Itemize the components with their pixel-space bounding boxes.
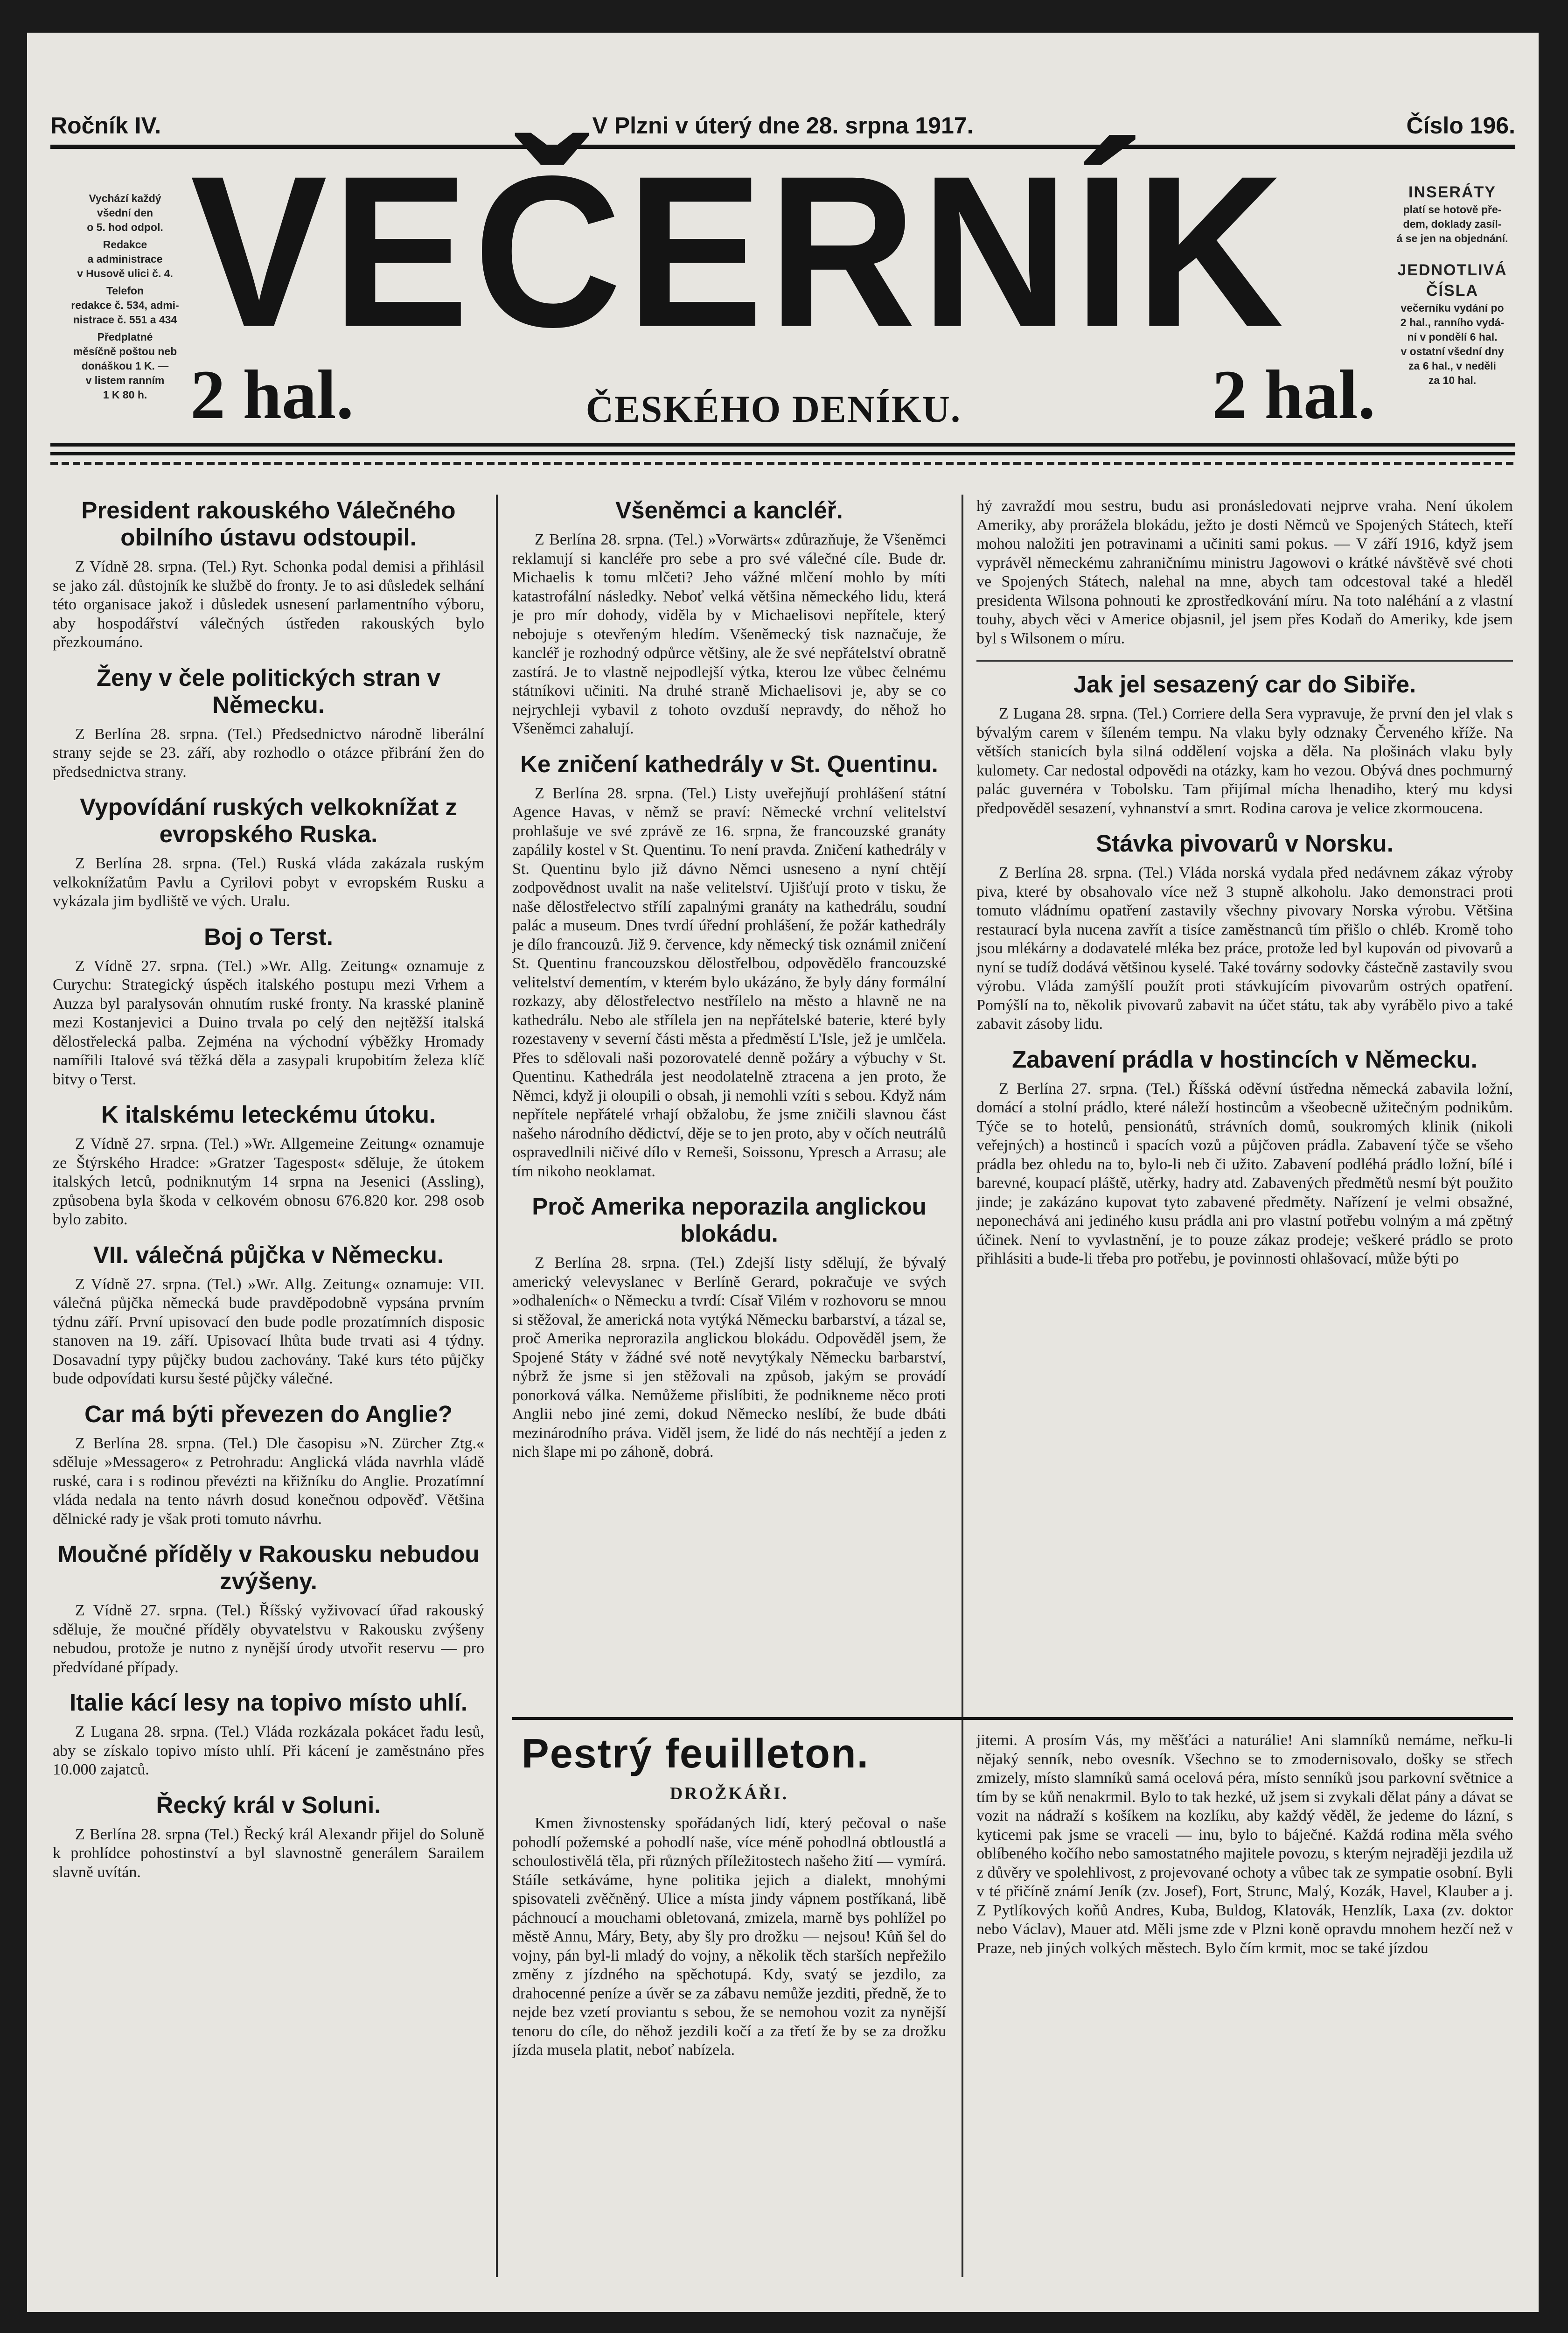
article-text: Z Vídně 27. srpna. (Tel.) »Wr. Allgemeine Zeitung« oznamuje ze Štýrského Hradce: »Gratzer Tagespost« sděluje, že útokem italských letců, podniknutým 14 srpna na Jesenici (Assling), způsobena byla škoda v celkovém obnosu 676.820 kor. 298 osob bylo zabito. bbox=[53, 1135, 484, 1228]
article-headline: Ženy v čele politických stran v Německu. bbox=[97, 664, 440, 718]
info-line: večerníku vydání po bbox=[1401, 302, 1504, 314]
article-headline: VII. válečná půjčka v Německu. bbox=[93, 1241, 444, 1268]
article-text: Z Berlína 28. srpna. (Tel.) Vláda norská vydala před nedávnem zákaz výroby piva, které by obsahovalo více než 3 stupně alkoholu. Jako demonstraci proti tomuto vládnímu opatření zastavily všechny pivovary Norska výrobu. Většina restaurací byla nucena zavřít a tisíce zaměstnanců tím přišlo o chléb. Kromě toho jsou mlékárny a dodavatelé mléka bez práce, protože led byl kupován od pivovarů a nyní se tudíž dodává většinou kyselé. Také továrny sodovky částečně zastavily svou výrobu. Vláda zamýšlí použít proti stávkujícím pivovarům ostrých opatření. Pomýšlí na to, několik pivovarů zabavit na účet státu, tak aby vyrábělo pivo a také zabavit zásoby lidu. bbox=[976, 864, 1513, 1033]
info-line: Telefon bbox=[106, 285, 144, 297]
info-line: redakce č. 534, admi- bbox=[71, 299, 179, 311]
column-divider bbox=[962, 495, 963, 2277]
info-line: za 6 hal., v neděli bbox=[1408, 360, 1496, 372]
column-3 bbox=[976, 497, 1513, 1281]
article bbox=[53, 1242, 484, 1389]
feuilleton-text: Kmen živnostensky spořádaných lidí, který pečoval o naše pohodlí požemské a pohodlí naše, více méně pohodlná obtloustlá a schoulostivělá těla, při různých příležitostech našeho žití — vymírá. Stáíle setkáváme, hyne politika jejich a dialekt, mnohými spisovateli zvěčněný. Ulice a místa jindy vápnem postříkaná, libě páchnoucí a mouchami obletovaná, zmizela, marně bys pohlížel po městě Annu, Máry, Bety, aby šly pro drožku — nejsou! Kůň šel do vojny, pán byl-li mladý do vojny, a několik těch starších nepřežilo změny z jízdného na spěchotupá. Kdy, svatý se jezdilo, za drahocenné peníze a úvěr se za zábavu nemůže jezditi, předně, že to nejde bez vzetí proviantu s sebou, že se nemohou vozit za nynější tenoru do cíle, do něhož jezdili kočí a za třetí že by se za drožku jízda musela platit, neboť nabízela. bbox=[512, 1815, 946, 2059]
price-right: 2 hal. bbox=[1212, 356, 1375, 433]
single-copies-heading: JEDNOTLIVÁ ČÍSLA bbox=[1397, 261, 1507, 300]
article bbox=[976, 671, 1513, 818]
article-text: Z Berlína 28. srpna. (Tel.) Zdejší listy sdělují, že bývalý americký velevyslanec v Berlíně Gerard, pokračuje ve svých »odhaleních« o Německu a tvrdí: Císař Vilém v rozhovoru se mnou si stěžoval, že americká nota vytýká Německu barbarství, a tázal se, proč Amerika neprorazila anglickou blokádu. Odpověděl jsem, že Spojené Státy v žádné své notě nevytýkaly Německu barbarství, nýbrž že jsme si jen stěžovali na způsob, jakým se provádí ponorková válka. Nemůžeme přislíbiti, že podnikneme něco proti Anglii nebo jiné zemi, dokud Německo neslíbí, že bude dbáti mezinárodního práva. Viděl jsem, že lidé do nás nechtějí a jeden z nich šlape mi po záhoně, dobrá. bbox=[512, 1254, 946, 1460]
issue-number: Číslo 196. bbox=[1406, 112, 1515, 139]
feuilleton-subheading: DROŽKÁŘI. bbox=[669, 1784, 789, 1803]
article-text: Z Vídně 28. srpna. (Tel.) Ryt. Schonka podal demisi a přihlásil se jako zál. důstojník ke službě do fronty. Je to asi důsledek selhání této organisace jakož i důsledek usnesení parlamentního výboru, aby hospodářství válečných ústředen rakouských bylo přezkoumáno. bbox=[53, 558, 484, 651]
article-headline: Jak jel sesazený car do Sibiře. bbox=[1073, 671, 1416, 698]
article-headline: Všeněmci a kancléř. bbox=[615, 497, 843, 524]
article-text: Z Vídně 27. srpna. (Tel.) »Wr. Allg. Zeitung« oznamuje: VII. válečná půjčka německá bude pravděpodobně vypsána prvním týdnu září. První upisovací den bude podle prozatímních disposic stanoven na 19. září. Upisovací lhůta bude trvati asi 4 týdny. Dosavadní typy půjčky budou zachovány. Také kurs této půjčky bude odpovídati kursu šesté půjčky válečné. bbox=[53, 1275, 484, 1387]
article bbox=[512, 497, 946, 739]
article bbox=[512, 1193, 946, 1462]
info-line: platí se hotově pře- bbox=[1403, 203, 1502, 216]
article-headline: Ke zničení kathedrály v St. Quentinu. bbox=[520, 750, 938, 777]
info-line: za 10 hal. bbox=[1428, 374, 1477, 386]
article bbox=[53, 664, 484, 782]
article bbox=[976, 830, 1513, 1034]
price-left: 2 hal. bbox=[190, 356, 354, 433]
date-line: V Plzni v úterý dne 28. srpna 1917. bbox=[592, 112, 974, 139]
article-headline: Car má býti převezen do Anglie? bbox=[84, 1400, 453, 1427]
article-headline: President rakouského Válečného obilního ústavu odstoupil. bbox=[81, 497, 456, 551]
article-continuation bbox=[976, 497, 1513, 648]
info-line: Předplatné bbox=[97, 331, 153, 343]
article-text: Z Lugana 28. srpna. (Tel.) Vláda rozkázala pokácet řadu lesů, aby se získalo topivo místo uhlí. Při kácení je zaměstnáno přes 10.000 zajatců. bbox=[53, 1723, 484, 1778]
article-text: hý zavraždí mou sestru, budu asi pronásledovati nejprve vraha. Není úkolem Ameriky, aby prorážela blokádu, ježto je dosti Němců ve Spojených Státech, kteří mohou naložiti jen potravinami a učiniti sami pokus. — V září 1916, když jsem vyprávěl německému zahraničnímu ministru Jagowovi o krátké návštěvě své choti ve Spojených Státech, nalehal na mne, abych tam odcestoval také a hleděl presidenta Wilsona pohnouti ke zprostředkování míru. Na toto naléhání a z vlastní touhy, abych věci v Americe objasnil, jel jsem přes Kodaň do Ameriky, kde jsem byl s Wilsonem o míru. bbox=[976, 497, 1513, 647]
article-headline: Vypovídání ruských velkoknížat z evropského Ruska. bbox=[80, 794, 457, 847]
article bbox=[53, 794, 484, 911]
article bbox=[512, 751, 946, 1181]
article bbox=[53, 1401, 484, 1529]
publication-info-box bbox=[55, 191, 195, 402]
info-line: všední den bbox=[97, 207, 153, 219]
article-text: Z Berlína 28. srpna. (Tel.) Předsednictvo národně liberální strany sejde se 23. září, aby rozhodlo o otázce přibrání žen do předsednictva strany. bbox=[53, 725, 484, 781]
article bbox=[976, 1046, 1513, 1269]
article-headline: Stávka pivovarů v Norsku. bbox=[1096, 830, 1394, 857]
article bbox=[53, 923, 484, 1090]
info-line: á se jen na objednání. bbox=[1396, 232, 1508, 244]
article bbox=[53, 497, 484, 652]
feuilleton-rule bbox=[512, 1717, 1513, 1720]
column-2 bbox=[512, 497, 946, 1474]
info-line: měsíčně poštou neb bbox=[73, 345, 177, 357]
article-divider bbox=[976, 660, 1513, 662]
info-line: v ostatní všední dny bbox=[1401, 345, 1504, 357]
info-line: Redakce bbox=[103, 238, 147, 251]
volume-label: Ročník IV. bbox=[50, 112, 161, 139]
article-text: Z Vídně 27. srpna. (Tel.) Říšský vyživovací úřad rakouský sděluje, že moučné příděly obyvatelstvu v Rakousku zvýšeny nebudou, protože je nutno z nynější úrody utvořit reservu — pro předvídané případy. bbox=[53, 1602, 484, 1676]
column-divider bbox=[496, 495, 498, 2277]
feuilleton bbox=[512, 1731, 946, 2060]
info-line: ní v pondělí 6 hal. bbox=[1407, 331, 1498, 343]
info-line: Vychází každý bbox=[89, 192, 161, 204]
article-headline: Italie kácí lesy na topivo místo uhlí. bbox=[69, 1689, 468, 1716]
article-text: Z Berlína 27. srpna. (Tel.) Říšská oděvní ústředna německá zabavila ložní, domácí a stolní prádlo, které náleží hostincům a všeobecně užitečným podnikům. Týče se to hotelů, pensionátů, strávních domů, soukromých klinik (nikoli veřejných) a hostinců i spacích vozů a půjčoven prádla. Zabavení týče se všeho prádla bez ohledu na to, bylo-li neb či užito. Zabavení podléhá prádlo ložní, bílé i barevné, koupací pláště, utěrky, hadry atd. Zabavených předmětů nesmí být použito jinde; je zakázáno kupovat tyto zabavené předměty. Nařízení je velmi obsažné, neponechává ani jediného kusu prádla ani pro vlastní potřebu volným a má zpětný účinek. Není to vyvlastnění, je to pouze zákaz prodeje; veškeré prádlo se proto přihlásiti a bude-li třeba pro potřebu, je povinnosti ohlašovací, může býti po bbox=[976, 1080, 1513, 1267]
info-line: donáškou 1 K. — bbox=[81, 360, 169, 372]
advertising-info-box bbox=[1385, 182, 1520, 388]
article-text: Z Berlína 28. srpna (Tel.) Řecký král Alexandr přijel do Soluně k prohlídce pohostinství a byl slavnostně generálem Sarailem slavně uvítán. bbox=[53, 1825, 484, 1881]
article-headline: Proč Amerika neporazila anglickou blokádu. bbox=[532, 1193, 927, 1247]
feuilleton-continuation bbox=[976, 1731, 1513, 1958]
info-line: o 5. hod odpol. bbox=[87, 221, 163, 233]
article bbox=[53, 1101, 484, 1229]
info-line: 1 K 80 h. bbox=[103, 389, 147, 401]
masthead-dash-rule bbox=[50, 462, 1515, 465]
masthead-rule bbox=[50, 443, 1515, 455]
info-line: a administrace bbox=[87, 253, 163, 265]
masthead-subtitle: ČESKÉHO DENÍKU. bbox=[585, 388, 962, 430]
article-text: Z Berlína 28. srpna. (Tel.) Listy uveřejňují prohlášení státní Agence Havas, v němž se praví: Německé vrchní velitelství prohlašuje ve své zprávě ze 16. srpna, že francouzské granáty zapálily kostel v St. Quentinu. To není pravda. Zničení kathedrály v St. Quentinu bylo již dávno Němci usneseno a nyní chtějí zodpovědnost uvalit na naše velitelství. Ujišťují proto v tisku, že naše dělostřelectvo střílí zapalnými granáty na kathedrálu, soudní palác a museum. Dnes tvrdí úřední prohlášení, že požár kathedrály je dílo francouzů. Již 9. července, kdy německý tisk oznámil zničení St. Quentinu francouzskou dělostřelbou, odpovědělo francouzské velitelství dementím, v kterém bylo ukázáno, že byly dány formální rozkazy, aby dělostřelectvo nestřílelo na město a hlavně ne na kathedrálu. Nebo ale střílela jen na nepřátelské baterie, které byly rozestaveny v severní části města a předměstí L'Isle, jež je umlčela. Přes to sdělovali naši pozorovatelé denně požáry a výbuchy v St. Quentinu. Kathedrála jest neodolatelně ztracena a jen proto, že Němci, když ji oloupili o obsah, ji nemohli vzíti s sebou. Když nám nepřítele nepřátelé vrhají obžalobu, že jsme zničili slavnou část našeho národního dědictví, děje se to jen proto, aby v očích neutrálů ospravedlnili ničivé dílo v Remeši, Soissonu, Ypresch a Arrasu; ale tím nikoho neoklamat. bbox=[512, 784, 946, 1180]
newspaper-page bbox=[27, 33, 1539, 2312]
article bbox=[53, 1541, 484, 1677]
article-text: Z Berlína 28. srpna. (Tel.) »Vorwärts« zdůrazňuje, že Všeněmci reklamují si kancléře pro sebe a pro své válečné cíle. Bude dr. Michaelis k tomu mlčeti? Jeho vážné mlčení mohlo by míti katastrofální následky. Neboť velká většina německého lidu, která je pro mír dohody, viděla by v Michaelisovi nepřítele, který nebojuje s otevřeným hledím. Všeněmecký tisk naznačuje, že kancléř je rozhodný odpůrce většiny, ale že své nepřátelství obratně zastírá. Je to vlastně nejpodlejší výtka, kterou lze vůbec čelnému státníkovi učiniti. Na druhé straně Michaelisovi je, aby se co nejrychleji vybavil z tohoto ovzduší nepravdy, do něhož ho Všeněmci zahalují. bbox=[512, 531, 946, 737]
article-headline: K italskému leteckému útoku. bbox=[101, 1101, 436, 1128]
article-text: jitemi. A prosím Vás, my měšťáci a naturálie! Ani slamníků nemáme, neřku-li nějaký senník, nebo ovesník. Všechno se to zmodernisovalo, došky se střech zmizely, místo slamníků samá ocelová péra, místo senníků jsou parkovní světnice a tím by se kůň nenakrmil. Bylo to tak hezké, už jsem si zvykali dělat pány a dávat se vozit na nádraží s košíkem na kozlíku, aby každý věděl, že jedeme do lázní, s kyticemi pak jsme se vraceli — inu, bylo to báječné. Každá rodina měla svého oblíbeného kočího nebo samostatného majitele povozu, s kterým nejraději jezdila už z důvěry ve spolehlivost, z projevované ochoty a vůbec tak ze sympatie osobní. Byli v té přičíně známí Jeník (zv. Josef), Fort, Strunc, Malý, Kozák, Havel, Klauber a j. Z Pytlíkových koňů Andres, Kuba, Buldog, Klatovák, Henzlík, Laxa (zv. doktor nebo Václav), Mauer atd. Měli jsme zde v Plzni koně opravdu mnohem hezčí než v Praze, neb jiných volkých městech. Bylo čím krmit, moc se také jízdou bbox=[976, 1732, 1513, 1957]
article-headline: Moučné příděly v Rakousku nebudou zvýšeny. bbox=[57, 1541, 480, 1594]
article-headline: Boj o Terst. bbox=[204, 923, 333, 950]
article-headline: Řecký král v Soluni. bbox=[156, 1791, 381, 1818]
article bbox=[53, 1792, 484, 1882]
info-line: v Husově ulici č. 4. bbox=[77, 267, 173, 279]
column-1 bbox=[53, 497, 484, 1894]
masthead-title: VEČERNÍK bbox=[190, 131, 1289, 372]
article-text: Z Berlína 28. srpna. (Tel.) Dle časopisu »N. Zürcher Ztg.« sděluje »Messagero« z Petrohradu: Anglická vláda navrhla vládě ruské, cara i s rodinou převézti na křižníku do Anglie. Prozatímní vláda nedala na tento návrh dosud konečnou odpověď. Většina dělnické rady je však proti tomuto návrhu. bbox=[53, 1434, 484, 1528]
article-text: Z Vídně 27. srpna. (Tel.) »Wr. Allg. Zeitung« oznamuje z Curychu: Strategický úspěch italského postupu mezi Vrhem a Auzza byl paralysován ohnutím ruské fronty. Na krasské planině mezi Kostanjevici a Duino trvala po celý den nejtěžší italská dělostřelecká palba. Zejména na východní výběžky Hromady namířili Italové svá těžká děla a zasypali krupobitím železa klíč bitvy o Terst. bbox=[53, 957, 484, 1088]
article-headline: Zabavení prádla v hostincích v Německu. bbox=[1012, 1046, 1477, 1073]
info-line: nistrace č. 551 a 434 bbox=[73, 314, 177, 326]
info-line: 2 hal., ranního vydá- bbox=[1400, 316, 1505, 328]
feuilleton-heading: Pestrý feuilleton. bbox=[522, 1730, 870, 1776]
inserts-heading: INSERÁTY bbox=[1408, 183, 1496, 201]
info-line: dem, doklady zasíl- bbox=[1403, 218, 1502, 230]
article bbox=[53, 1689, 484, 1780]
article-text: Z Lugana 28. srpna. (Tel.) Corriere della Sera vypravuje, že první den jel vlak s bývalým carem v šíleném tempu. Na vlaku byly odznaky Červeného kříže. Na větších stanicích byla silná oddělení vojska a děla. Na plošinách vlaku byly kulomety. Car nedostal odpovědi na otázky, kam ho vezou. Obývá dnes pochmurný palác guvernéra v Tobolsku. Tam přijímal mícha lhenadiho, který mu kdysi předpověděl sesazení, vyhnanství a smrt. Rodina carova je velice zkormoucena. bbox=[976, 705, 1513, 817]
info-line: v listem ranním bbox=[85, 374, 165, 386]
article-text: Z Berlína 28. srpna. (Tel.) Ruská vláda zakázala ruským velkoknížatům Pavlu a Cyrilovi pobyt v evropském Rusku a vykázala jim bydliště ve vých. Uralu. bbox=[53, 855, 484, 910]
